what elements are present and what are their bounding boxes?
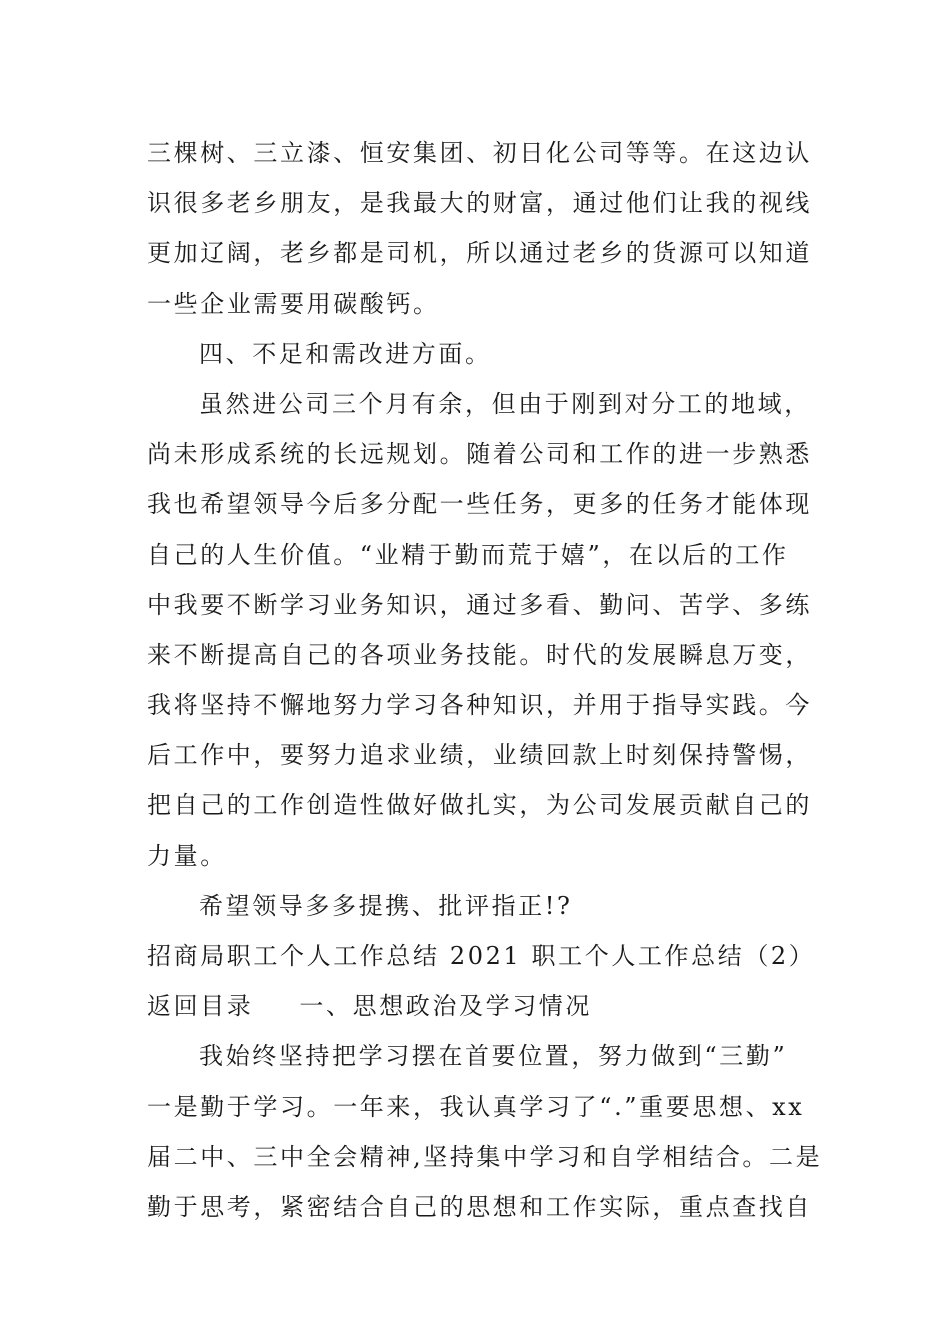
paragraph-line: 自己的人生价值。“业精于勤而荒于嬉”，在以后的工作 [147, 540, 789, 569]
paragraph-line: 来不断提高自己的各项业务技能。时代的发展瞬息万变， [147, 640, 812, 669]
paragraph-line: 力量。 [147, 841, 227, 870]
paragraph-line: 虽然进公司三个月有余，但由于刚到对分工的地域， [199, 389, 811, 418]
paragraph-line: 把自己的工作创造性做好做扎实，为公司发展贡献自己的 [147, 791, 812, 820]
paragraph-line: 一些企业需要用碳酸钙。 [147, 289, 440, 318]
paragraph-line: 识很多老乡朋友，是我最大的财富，通过他们让我的视线 [147, 189, 812, 218]
paragraph-line: 我始终坚持把学习摆在首要位置，努力做到“三勤” [199, 1042, 788, 1071]
paragraph-line: 后工作中，要努力追求业绩，业绩回款上时刻保持警惕， [147, 741, 812, 770]
closing-line: 希望领导多多提携、批评指正!? [199, 891, 573, 920]
paragraph-line: 三棵树、三立漆、恒安集团、初日化公司等等。在这边认 [147, 139, 812, 167]
back-and-heading-row [147, 981, 807, 1031]
paragraph-line: 一是勤于学习。一年来，我认真学习了“.”重要思想、xx [147, 1092, 805, 1121]
section-title: 招商局职工个人工作总结 2021 职工个人工作总结（2） [147, 942, 816, 970]
paragraph-line: 届二中、三中全会精神,坚持集中学习和自学相结合。二是 [147, 1142, 823, 1171]
paragraph-line: 中我要不断学习业务知识，通过多看、勤问、苦学、多练 [147, 590, 812, 619]
section-heading-1: 一、思想政治及学习情况 [299, 992, 593, 1021]
paragraph-line: 尚未形成系统的长远规划。随着公司和工作的进一步熟悉 [147, 440, 812, 469]
paragraph-line: 我也希望领导今后多分配一些任务，更多的任务才能体现 [147, 490, 812, 519]
document-body [147, 128, 823, 1232]
section-title-row [147, 931, 816, 981]
section-heading-4: 四、不足和需改进方面。 [199, 339, 492, 368]
back-to-contents-link[interactable]: 返回目录 [147, 992, 254, 1021]
paragraph-line: 勤于思考，紧密结合自己的思想和工作实际，重点查找自 [147, 1192, 812, 1221]
paragraph-line: 更加辽阔，老乡都是司机，所以通过老乡的货源可以知道 [147, 239, 812, 268]
paragraph-line: 我将坚持不懈地努力学习各种知识，并用于指导实践。今 [147, 691, 812, 720]
